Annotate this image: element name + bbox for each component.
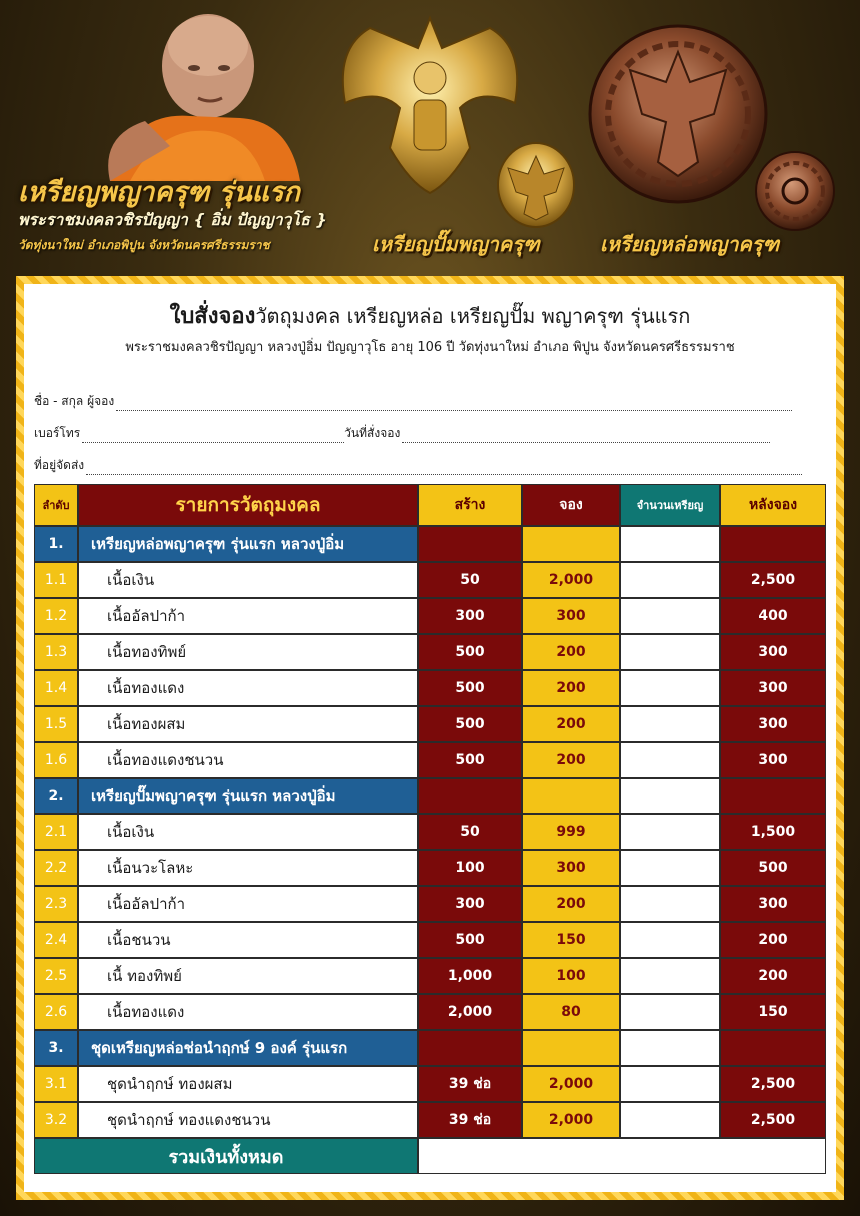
total-amount-field[interactable] xyxy=(418,1138,826,1174)
order-form xyxy=(24,284,836,1192)
table-row xyxy=(34,922,826,958)
item-name: เนื้อเงิน xyxy=(78,814,418,850)
item-made: 500 xyxy=(418,922,522,958)
group-title: ชุดเหรียญหล่อช่อนำฤกษ์ 9 องค์ รุ่นแรก xyxy=(78,1030,418,1066)
group-after-cell xyxy=(720,778,826,814)
group-no: 3. xyxy=(34,1030,78,1066)
item-no: 2.6 xyxy=(34,994,78,1030)
phone-line[interactable] xyxy=(82,431,344,443)
header-item: รายการวัตถุมงคล xyxy=(78,484,418,526)
item-no: 1.5 xyxy=(34,706,78,742)
name-label: ชื่อ - สกุล ผู้จอง xyxy=(34,394,115,408)
total-label: รวมเงินทั้งหมด xyxy=(34,1138,418,1174)
table-row xyxy=(34,706,826,742)
group-quantity-cell[interactable] xyxy=(620,778,720,814)
item-no: 3.1 xyxy=(34,1066,78,1102)
item-made: 500 xyxy=(418,742,522,778)
item-booking-price: 300 xyxy=(522,850,620,886)
group-booking-cell xyxy=(522,526,620,562)
item-quantity-input[interactable] xyxy=(620,994,720,1030)
item-quantity-input[interactable] xyxy=(620,562,720,598)
item-after-price: 150 xyxy=(720,994,826,1030)
address-field[interactable] xyxy=(34,456,802,475)
date-line[interactable] xyxy=(402,431,770,443)
header-after: หลังจอง xyxy=(720,484,826,526)
group-title: เหรียญปั๊มพญาครุฑ รุ่นแรก หลวงปู่อิ่ม xyxy=(78,778,418,814)
table-body xyxy=(34,526,826,1138)
table-row xyxy=(34,814,826,850)
item-made: 300 xyxy=(418,886,522,922)
item-booking-price: 200 xyxy=(522,706,620,742)
item-after-price: 2,500 xyxy=(720,562,826,598)
item-made: 50 xyxy=(418,562,522,598)
table-row xyxy=(34,634,826,670)
item-no: 2.4 xyxy=(34,922,78,958)
item-no: 2.2 xyxy=(34,850,78,886)
item-name: เนื้อเงิน xyxy=(78,562,418,598)
group-booking-cell xyxy=(522,778,620,814)
item-booking-price: 150 xyxy=(522,922,620,958)
item-after-price: 200 xyxy=(720,958,826,994)
item-made: 39 ช่อ xyxy=(418,1066,522,1102)
item-no: 2.1 xyxy=(34,814,78,850)
item-after-price: 2,500 xyxy=(720,1102,826,1138)
item-quantity-input[interactable] xyxy=(620,670,720,706)
address-label: ที่อยู่จัดส่ง xyxy=(34,458,85,472)
item-booking-price: 80 xyxy=(522,994,620,1030)
garuda-cast-coin-small-image xyxy=(754,150,836,232)
header-quantity: จำนวนเหรียญ xyxy=(620,484,720,526)
item-name: เนื้อทองแดง xyxy=(78,670,418,706)
item-name: เนื้อทองทิพย์ xyxy=(78,634,418,670)
item-after-price: 400 xyxy=(720,598,826,634)
item-name: เนื้อทองแดงชนวน xyxy=(78,742,418,778)
group-made-cell xyxy=(418,1030,522,1066)
group-row xyxy=(34,526,826,562)
group-after-cell xyxy=(720,526,826,562)
item-no: 1.1 xyxy=(34,562,78,598)
item-no: 2.3 xyxy=(34,886,78,922)
group-row xyxy=(34,1030,826,1066)
header-banner xyxy=(0,0,860,272)
item-name: เนื้อนวะโลหะ xyxy=(78,850,418,886)
table-row xyxy=(34,886,826,922)
item-name: เนื้ ทองทิพย์ xyxy=(78,958,418,994)
item-booking-price: 200 xyxy=(522,742,620,778)
item-made: 39 ช่อ xyxy=(418,1102,522,1138)
item-booking-price: 200 xyxy=(522,670,620,706)
item-quantity-input[interactable] xyxy=(620,598,720,634)
item-booking-price: 200 xyxy=(522,634,620,670)
item-name: ชุดนำฤกษ์ ทองผสม xyxy=(78,1066,418,1102)
item-after-price: 300 xyxy=(720,670,826,706)
item-booking-price: 100 xyxy=(522,958,620,994)
table-header-row xyxy=(34,484,826,526)
name-field[interactable] xyxy=(34,392,792,411)
group-row xyxy=(34,778,826,814)
item-booking-price: 200 xyxy=(522,886,620,922)
phone-field[interactable] xyxy=(34,424,770,443)
item-name: เนื้ออัลปาก้า xyxy=(78,886,418,922)
item-after-price: 300 xyxy=(720,706,826,742)
phone-label: เบอร์โทร xyxy=(34,426,81,440)
item-made: 2,000 xyxy=(418,994,522,1030)
table-row xyxy=(34,670,826,706)
item-made: 1,000 xyxy=(418,958,522,994)
item-made: 500 xyxy=(418,634,522,670)
item-made: 50 xyxy=(418,814,522,850)
table-row xyxy=(34,598,826,634)
item-name: เนื้อชนวน xyxy=(78,922,418,958)
item-quantity-input[interactable] xyxy=(620,850,720,886)
table-row xyxy=(34,994,826,1030)
group-quantity-cell[interactable] xyxy=(620,1030,720,1066)
form-title-rest: วัตถุมงคล เหรียญหล่อ เหรียญปั๊ม พญาครุฑ รุ่นแรก xyxy=(255,304,691,328)
item-quantity-input[interactable] xyxy=(620,958,720,994)
monk-portrait xyxy=(90,6,300,181)
item-made: 500 xyxy=(418,670,522,706)
header-made: สร้าง xyxy=(418,484,522,526)
cast-coin-caption: เหรียญหล่อพญาครุฑ xyxy=(600,232,780,256)
group-no: 2. xyxy=(34,778,78,814)
group-no: 1. xyxy=(34,526,78,562)
table-row xyxy=(34,742,826,778)
item-booking-price: 300 xyxy=(522,598,620,634)
item-made: 500 xyxy=(418,706,522,742)
group-booking-cell xyxy=(522,1030,620,1066)
banner-subtitle: พระราชมงคลวชิรปัญญา { อิ่ม ปัญญาวุโธ } xyxy=(18,210,327,229)
garuda-cast-coin-large-image xyxy=(586,22,770,206)
table-row xyxy=(34,562,826,598)
item-quantity-input[interactable] xyxy=(620,742,720,778)
header-no: ลำดับ xyxy=(34,484,78,526)
item-name: เนื้อทองผสม xyxy=(78,706,418,742)
item-made: 100 xyxy=(418,850,522,886)
item-booking-price: 2,000 xyxy=(522,1102,620,1138)
pump-coin-caption: เหรียญปั๊มพญาครุฑ xyxy=(372,232,540,256)
item-quantity-input[interactable] xyxy=(620,634,720,670)
header-booking: จอง xyxy=(522,484,620,526)
item-booking-price: 999 xyxy=(522,814,620,850)
name-line[interactable] xyxy=(116,399,792,411)
item-name: ชุดนำฤกษ์ ทองแดงชนวน xyxy=(78,1102,418,1138)
item-quantity-input[interactable] xyxy=(620,706,720,742)
item-booking-price: 2,000 xyxy=(522,562,620,598)
item-name: เนื้ออัลปาก้า xyxy=(78,598,418,634)
item-no: 1.6 xyxy=(34,742,78,778)
order-table xyxy=(34,484,826,1174)
garuda-pump-coin-small-image xyxy=(494,140,578,230)
item-quantity-input[interactable] xyxy=(620,1066,720,1102)
item-booking-price: 2,000 xyxy=(522,1066,620,1102)
item-after-price: 1,500 xyxy=(720,814,826,850)
group-made-cell xyxy=(418,526,522,562)
item-quantity-input[interactable] xyxy=(620,1102,720,1138)
table-row xyxy=(34,1102,826,1138)
item-after-price: 300 xyxy=(720,634,826,670)
group-title: เหรียญหล่อพญาครุฑ รุ่นแรก หลวงปู่อิ่ม xyxy=(78,526,418,562)
group-quantity-cell[interactable] xyxy=(620,526,720,562)
table-row xyxy=(34,1066,826,1102)
banner-title: เหรียญพญาครุฑ รุ่นแรก xyxy=(18,177,300,208)
form-subtitle: พระราชมงคลวชิรปัญญา หลวงปู่อิ่ม ปัญญาวุโธ อายุ 106 ปี วัดทุ่งนาใหม่ อำเภอ พิปูน จังหวัดนครศรีธรรมราช xyxy=(125,340,735,355)
item-quantity-input[interactable] xyxy=(620,814,720,850)
item-no: 1.2 xyxy=(34,598,78,634)
date-label: วันที่สั่งจอง xyxy=(344,426,401,440)
form-title-bold: ใบสั่งจอง xyxy=(169,304,256,329)
group-after-cell xyxy=(720,1030,826,1066)
item-no: 1.3 xyxy=(34,634,78,670)
item-after-price: 300 xyxy=(720,886,826,922)
group-made-cell xyxy=(418,778,522,814)
item-made: 300 xyxy=(418,598,522,634)
item-no: 2.5 xyxy=(34,958,78,994)
table-row xyxy=(34,958,826,994)
item-no: 3.2 xyxy=(34,1102,78,1138)
item-after-price: 2,500 xyxy=(720,1066,826,1102)
item-after-price: 500 xyxy=(720,850,826,886)
address-line[interactable] xyxy=(86,463,802,475)
table-row xyxy=(34,850,826,886)
item-after-price: 300 xyxy=(720,742,826,778)
item-no: 1.4 xyxy=(34,670,78,706)
item-name: เนื้อทองแดง xyxy=(78,994,418,1030)
form-title xyxy=(24,298,836,333)
item-after-price: 200 xyxy=(720,922,826,958)
total-row xyxy=(34,1138,826,1174)
item-quantity-input[interactable] xyxy=(620,922,720,958)
item-quantity-input[interactable] xyxy=(620,886,720,922)
banner-location: วัดทุ่งนาใหม่ อำเภอพิปูน จังหวัดนครศรีธรรมราช xyxy=(18,238,270,252)
order-form-frame xyxy=(16,276,844,1200)
